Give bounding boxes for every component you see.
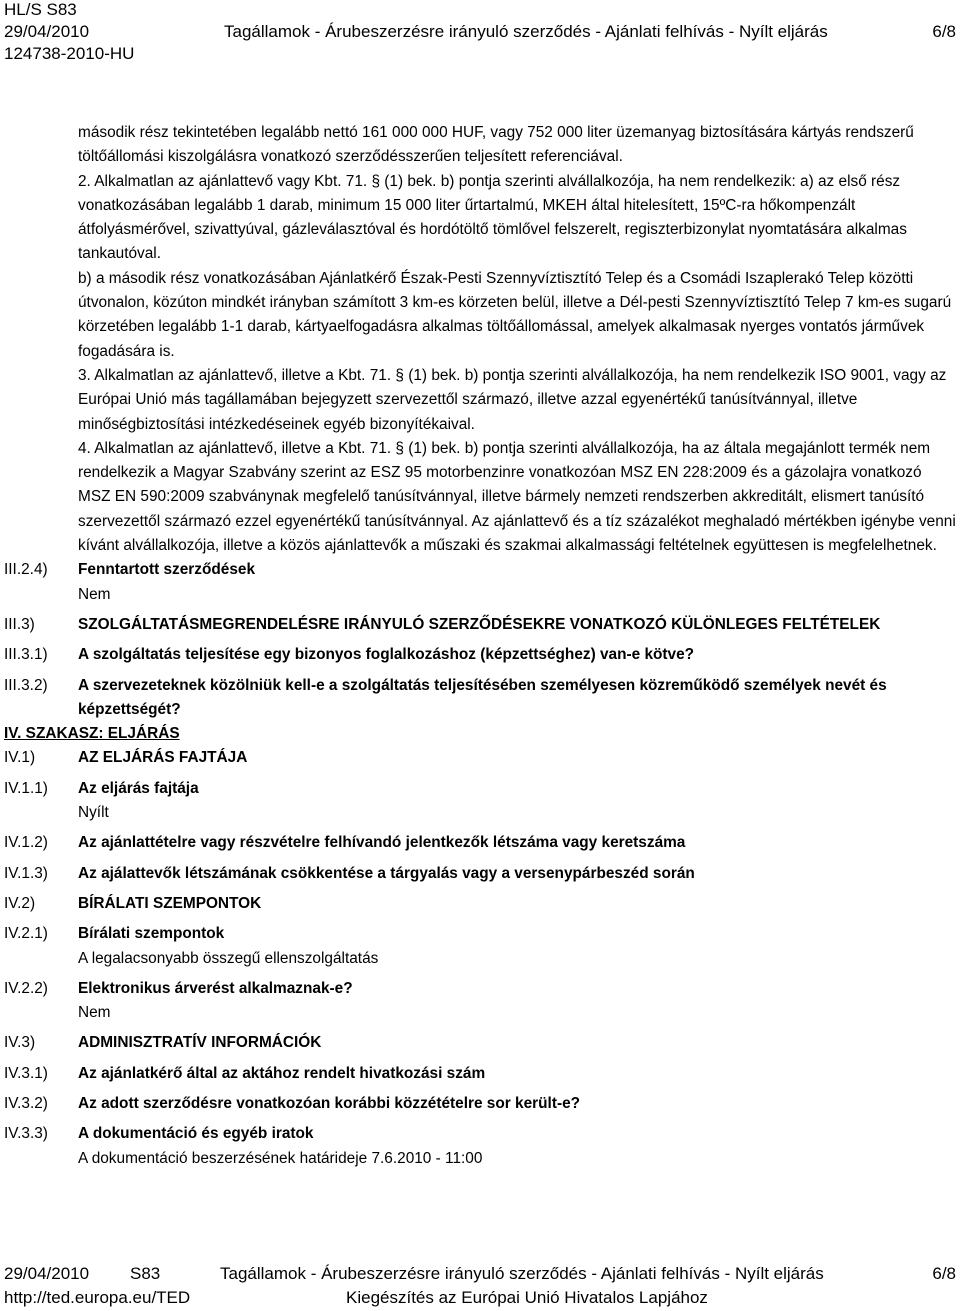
section-number: IV.2) bbox=[4, 894, 36, 912]
header-notice-id: 124738-2010-HU bbox=[4, 44, 135, 63]
footer-date: 29/04/2010 bbox=[4, 1264, 90, 1283]
section-number: III.3.2) bbox=[4, 676, 48, 694]
section-IV-heading: IV. SZAKASZ: ELJÁRÁS bbox=[4, 725, 180, 743]
section-number: IV.2.1) bbox=[4, 925, 48, 943]
header-page-number: 6/8 bbox=[932, 22, 956, 41]
section-number: III.2.4) bbox=[4, 561, 48, 579]
section-number: IV.3) bbox=[4, 1034, 36, 1052]
intro-paragraph-1: második rész tekintetében legalább nettó 161 000 000 HUF, vagy 752 000 liter üzemanyag biztosítására kártyás rendszerű töltőállomási kiszolgálásra vonatkozó szerződésszerűen teljesített referenciával. bbox=[78, 124, 914, 166]
section-number: IV.3.2) bbox=[4, 1094, 48, 1112]
header-title: Tagállamok - Árubeszerzésre irányuló szerződés - Ajánlati felhívás - Nyílt eljárás bbox=[224, 22, 828, 41]
section-III-3-1 bbox=[0, 643, 960, 667]
section-title: Az ajálattevők létszámának csökkentése a tárgyalás vagy a versenypárbeszéd során bbox=[78, 864, 695, 882]
section-III-2-4 bbox=[0, 558, 960, 607]
footer-title: Tagállamok - Árubeszerzésre irányuló szerződés - Ajánlati felhívás - Nyílt eljárás bbox=[220, 1264, 824, 1283]
section-IV-1 bbox=[0, 746, 960, 770]
section-value: Nem bbox=[78, 1004, 111, 1022]
section-title: AZ ELJÁRÁS FAJTÁJA bbox=[78, 749, 248, 767]
section-IV-2-2 bbox=[0, 977, 960, 1026]
section-title: A dokumentáció és egyéb iratok bbox=[78, 1125, 314, 1143]
section-title: A szervezeteknek közölniük kell-e a szolgáltatás teljesítésében személyesen közreműködő személyek nevét és képzettségét? bbox=[78, 676, 887, 718]
section-IV-3-3 bbox=[0, 1122, 960, 1171]
section-number: IV.3.1) bbox=[4, 1064, 48, 1082]
intro-paragraph-4: 3. Alkalmatlan az ajánlattevő, illetve a Kbt. 71. § (1) bek. b) pontja szerinti alvállalkozója, ha nem rendelkezik ISO 9001, vagy az Európai Unió más tagállamában bejegyzett szervezettől származó, illetve azzal egyenértékű tanúsítvánnyal, illetve minőségbiztosítási intézkedéseinek egyéb bizonyítékaival. bbox=[78, 366, 947, 433]
header-series: HL/S S83 bbox=[4, 0, 77, 19]
section-number: III.3.1) bbox=[4, 646, 48, 664]
intro-paragraph-3: b) a második rész vonatkozásában Ajánlatkérő Észak-Pesti Szennyvíztisztító Telep és a Csomádi Iszaplerakó Telep közötti útvonalon, közúton mindkét irányban számított 3 km-es körzeten belül, illetve a Dél-pesti Szennyvíztisztító Telep 7 km-es sugarú körzetében legalább 1-1 darab, kártyaelfogadásra alkalmas töltőállomással, amelyek alkalmasak nyerges vontatós járművek fogadására is. bbox=[78, 269, 952, 360]
intro-paragraph-2: 2. Alkalmatlan az ajánlattevő vagy Kbt. 71. § (1) bek. b) pontja szerinti alvállalkozója, ha nem rendelkezik: a) az első rész vonatkozásában legalább 1 darab, minimum 15 000 liter űrtartalmú, MKEH által hitelesített, 15ºC-ra hőkompenzált átfolyásmérővel, szivattyúval, gázleválasztóval és hordótöltő tömlővel felszerelt, regiszterbizonylat nyomtatására alkalmas tankautóval. bbox=[78, 172, 907, 263]
section-number: IV.1) bbox=[4, 749, 36, 767]
suitability-text bbox=[0, 121, 960, 558]
section-title: Az adott szerződésre vonatkozóan korábbi közzétételre sor került-e? bbox=[78, 1094, 581, 1112]
section-IV-2 bbox=[0, 892, 960, 916]
section-IV-1-2 bbox=[0, 831, 960, 855]
section-number: IV.1.1) bbox=[4, 779, 48, 797]
section-title: Az eljárás fajtája bbox=[78, 779, 199, 797]
section-number: III.3) bbox=[4, 615, 35, 633]
section-title: Az ajánlatkérő által az aktához rendelt hivatkozási szám bbox=[78, 1064, 486, 1082]
section-IV-2-1 bbox=[0, 922, 960, 971]
section-IV-3 bbox=[0, 1031, 960, 1055]
header-left bbox=[4, 0, 134, 66]
section-value: A legalacsonyabb összegű ellenszolgáltatás bbox=[78, 949, 379, 967]
footer-series: S83 bbox=[130, 1264, 161, 1283]
footer-page-number: 6/8 bbox=[932, 1264, 956, 1283]
section-IV-3-2 bbox=[0, 1092, 960, 1116]
section-title: BÍRÁLATI SZEMPONTOK bbox=[78, 894, 262, 912]
section-title: Az ajánlattételre vagy részvételre felhívandó jelentkezők létszáma vagy keretszáma bbox=[78, 834, 686, 852]
section-title: ADMINISZTRATÍV INFORMÁCIÓK bbox=[78, 1034, 322, 1052]
footer-url-link[interactable]: http://ted.europa.eu/TED bbox=[4, 1288, 191, 1307]
section-value: A dokumentáció beszerzésének határideje 7.6.2010 - 11:00 bbox=[78, 1149, 483, 1167]
section-value: Nem bbox=[78, 585, 111, 603]
footer-supplement: Kiegészítés az Európai Unió Hivatalos Lapjához bbox=[346, 1288, 708, 1307]
section-number: IV.1.2) bbox=[4, 834, 48, 852]
section-IV-1-1 bbox=[0, 777, 960, 826]
section-number: IV.3.3) bbox=[4, 1125, 48, 1143]
section-IV-1-3 bbox=[0, 862, 960, 886]
section-title: A szolgáltatás teljesítése egy bizonyos foglalkozáshoz (képzettséghez) van-e kötve? bbox=[78, 646, 695, 664]
section-title: Fenntartott szerződések bbox=[78, 561, 256, 579]
section-number: IV.1.3) bbox=[4, 864, 48, 882]
section-title: SZOLGÁLTATÁSMEGRENDELÉSRE IRÁNYULÓ SZERZŐDÉSEKRE VONATKOZÓ KÜLÖNLEGES FELTÉTELEK bbox=[78, 615, 881, 633]
section-IV-3-1 bbox=[0, 1062, 960, 1086]
header-date: 29/04/2010 bbox=[4, 22, 90, 41]
section-title: Elektronikus árverést alkalmaznak-e? bbox=[78, 979, 353, 997]
page-footer bbox=[4, 1263, 956, 1311]
section-III-3-2 bbox=[0, 674, 960, 723]
section-value: Nyílt bbox=[78, 804, 109, 822]
section-number: IV.2.2) bbox=[4, 979, 48, 997]
section-title: Bírálati szempontok bbox=[78, 925, 225, 943]
intro-paragraph-5: 4. Alkalmatlan az ajánlattevő, illetve a Kbt. 71. § (1) bek. b) pontja szerinti alvállalkozója, ha az általa megajánlott termék nem rendelkezik a Magyar Szabvány szerint az ESZ 95 motorbenzinre vonatkozóan MSZ EN 228:2009 és a gázolajra vonatkozó MSZ EN 590:2009 szabványnak megfelelő tanúsítvánnyal, illetve bármely nemzeti rendszerben akkreditált, elismert tanúsító szervezettől származó ezzel egyenértékű tanúsítvánnyal. Az ajánlattevő és a tíz százalékot meghaladó mértékben igénybe venni kívánt alvállalkozója, illetve a közös ajánlattevők a műszaki és szakmai alkalmassági feltételnek együttesen is megfelelhetnek. bbox=[78, 439, 956, 555]
page-header bbox=[4, 0, 956, 66]
document-body bbox=[0, 121, 960, 1171]
section-III-3 bbox=[0, 613, 960, 637]
